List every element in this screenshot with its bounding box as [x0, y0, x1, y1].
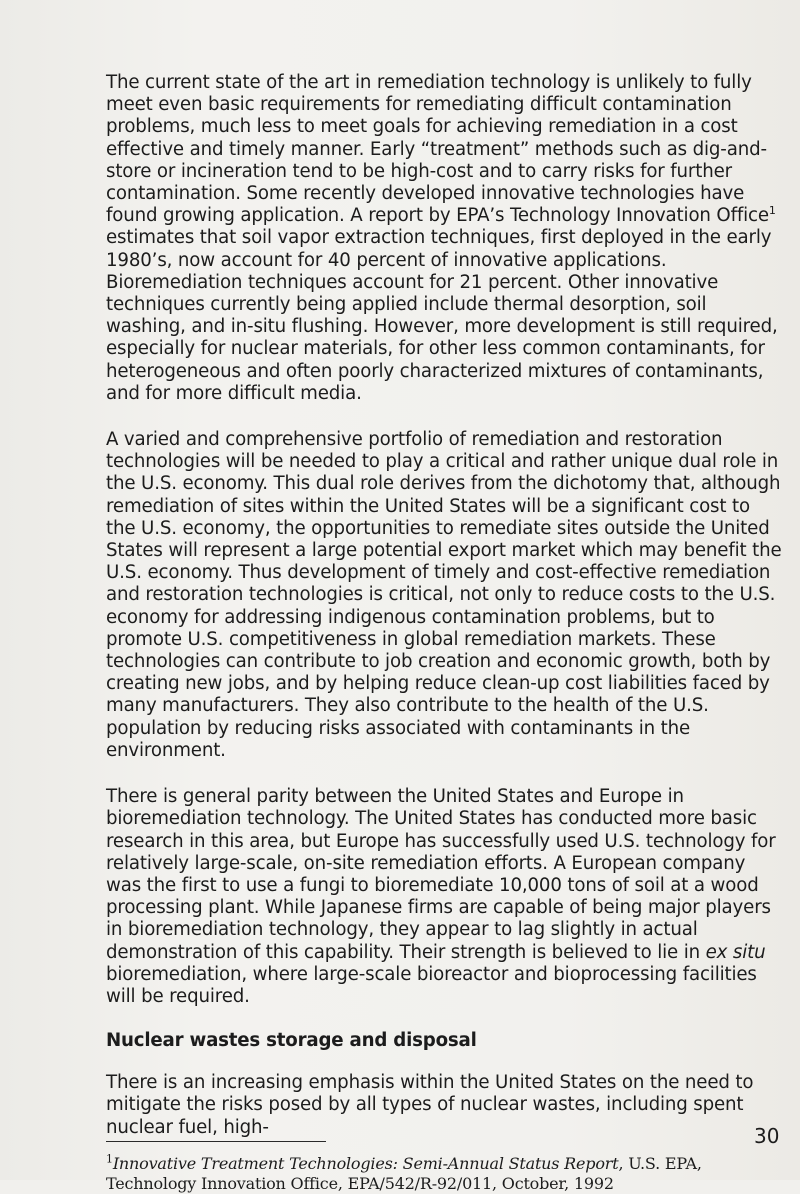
- paragraph-technology-portfolio: A varied and comprehensive portfolio of remediation and restoration technologies will be needed to play a critical and rather unique dual role in the U.S. economy. This dual role derives from the dichotomy that, although remediation of sites within the United States will be a significant cost to the U.S. economy, the opportunities to remediate sites outside the United States will represent a large potential export market which may benefit the U.S. economy. Thus development of timely and cost-effective remediation and restoration technologies is critical, not only to reduce costs to the U.S. economy for addressing indigenous contamination problems, but to promote U.S. competitiveness in global remediation markets. These technologies can contribute to job creation and economic growth, both by creating new jobs, and by helping reduce clean-up cost liabilities faced by many manufacturers. They also contribute to the health of the U.S. population by reducing risks associated with contaminants in the environment.: [106, 429, 782, 761]
- page-number: 30: [754, 1124, 780, 1148]
- footnote-title: Innovative Treatment Technologies: Semi-Annual Status Report: [112, 1153, 619, 1173]
- page-content: [106, 72, 782, 1194]
- footnote-divider: [106, 1141, 326, 1142]
- footnote-text: , U.S. EPA, Technology Innovation Office, EPA/542/R-92/011, October, 1992: [106, 1153, 702, 1193]
- paragraph-nuclear-wastes: There is an increasing emphasis within the United States on the need to mitigate the risks posed by all types of nuclear wastes, including spent nuclear fuel, high-: [106, 1072, 754, 1138]
- footnote: [106, 1154, 782, 1194]
- paragraph-remediation-state: [106, 72, 782, 405]
- footnote-reference: 1: [768, 204, 776, 218]
- italic-term: ex situ: [705, 941, 766, 963]
- paragraph-text: The current state of the art in remediation technology is unlikely to fully meet even basic requirements for remediating difficult contamination problems, much less to meet goals for achieving remediation in a cost effective and timely manner. Early “treatment” methods such as dig-and-store or incineration tend to be high-cost and to carry risks for further contamination. Some recently developed innovative technologies have found growing application. A report by EPA’s Technology Innovation Office: [106, 72, 769, 227]
- paragraph-text: bioremediation, where large-scale bioreactor and bioprocessing facilities will be required.: [106, 963, 757, 1007]
- footnote-mark: 1: [106, 1152, 113, 1166]
- paragraph-text: estimates that soil vapor extraction techniques, first deployed in the early 1980’s, now account for 40 percent of innovative applications. Bioremediation techniques account for 21 percent. Other innovative techniques currently being applied include thermal desorption, soil washing, and in-situ flushing. However, more development is still required, especially for nuclear materials, for other less common contaminants, for heterogeneous and often poorly characterized mixtures of contaminants, and for more difficult media.: [106, 227, 778, 404]
- paragraph-text: There is general parity between the United States and Europe in bioremediation technology. The United States has conducted more basic research in this area, but Europe has successfully used U.S. technology for relatively large-scale, on-site remediation efforts. A European company was the first to use a fungi to bioremediate 10,000 tons of soil at a wood processing plant. While Japanese firms are capable of being major players in bioremediation technology, they appear to lag slightly in actual demonstration of this capability. Their strength is believed to lie in: [106, 786, 776, 963]
- section-heading: Nuclear wastes storage and disposal: [106, 1030, 477, 1052]
- paragraph-bioremediation-parity: [106, 786, 782, 1008]
